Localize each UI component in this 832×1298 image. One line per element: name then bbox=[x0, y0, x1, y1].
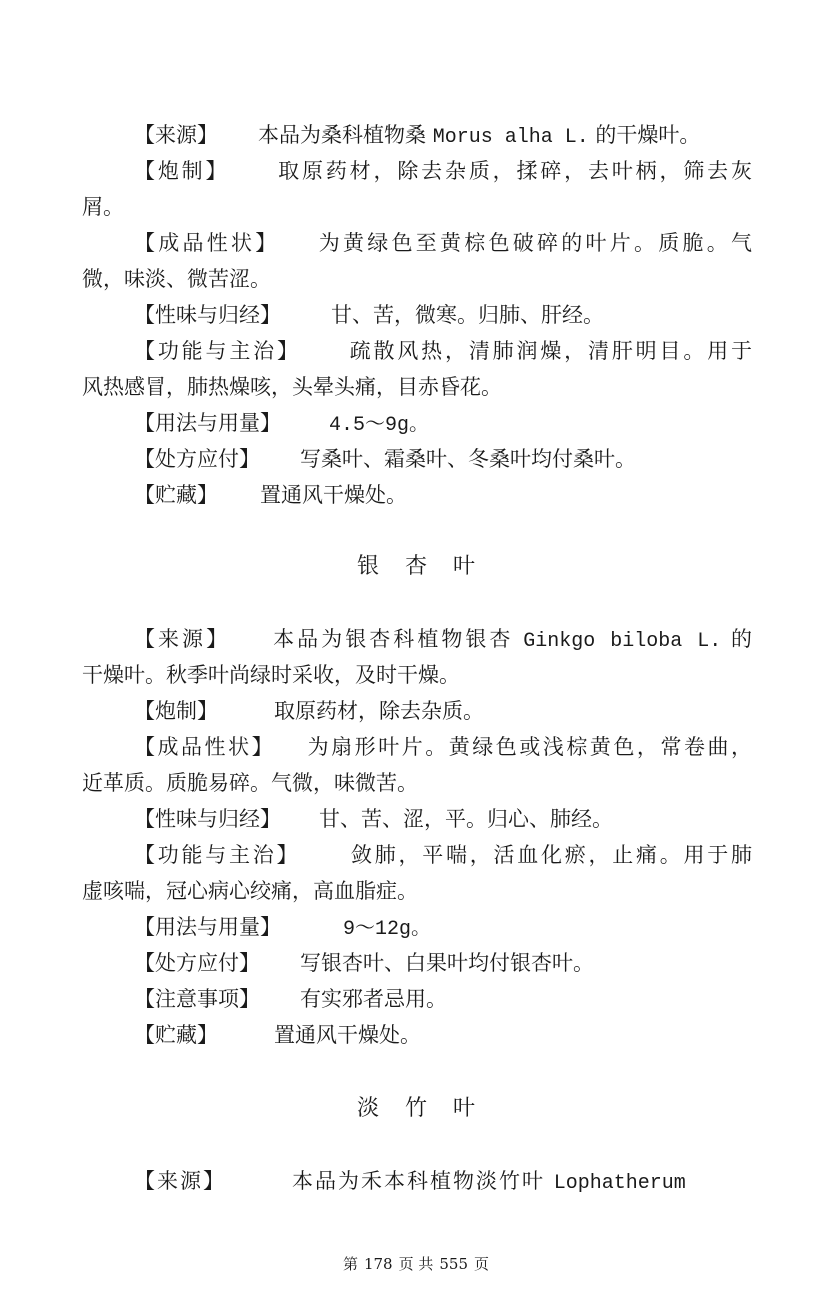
s1-process-text-cont: 屑。 bbox=[82, 195, 124, 219]
s3-source-line bbox=[134, 1166, 752, 1196]
s1-source-text-2: 的干燥叶。 bbox=[588, 123, 701, 147]
s2-character-text: 为扇形叶片。黄绿色或浅棕黄色，常卷曲， bbox=[305, 735, 752, 759]
s1-function-tag: 【功能与主治】 bbox=[134, 339, 301, 363]
footer-prefix: 第 bbox=[342, 1255, 358, 1273]
s2-source-text-2: 的 bbox=[721, 627, 752, 651]
s2-source-latin: Ginkgo biloba L. bbox=[523, 630, 722, 653]
s1-function-cont bbox=[82, 372, 752, 402]
s2-dosage-line bbox=[134, 912, 752, 942]
s1-source-line bbox=[134, 120, 752, 150]
s3-source-latin: Lophatherum bbox=[553, 1172, 686, 1195]
s1-taste-line bbox=[134, 300, 752, 330]
s2-dosage-tag: 【用法与用量】 bbox=[134, 915, 281, 939]
footer-middle: 页 共 bbox=[398, 1255, 434, 1273]
s2-dosage-text: 9～12g。 bbox=[343, 918, 432, 941]
s2-taste-tag: 【性味与归经】 bbox=[134, 807, 281, 831]
s1-function-text-cont: 风热感冒，肺热燥咳，头晕头痛，目赤昏花。 bbox=[82, 375, 502, 399]
s2-process-tag: 【炮制】 bbox=[134, 699, 218, 723]
s1-process-tag: 【炮制】 bbox=[134, 159, 230, 183]
s2-character-text-cont: 近革质。质脆易碎。气微，味微苦。 bbox=[82, 771, 418, 795]
s2-storage-line bbox=[134, 1020, 752, 1050]
s2-caution-line bbox=[134, 984, 752, 1014]
s1-character-cont bbox=[82, 264, 752, 294]
s2-prescription-line bbox=[134, 948, 752, 978]
s2-title: 银杏叶 bbox=[356, 554, 501, 579]
s2-taste-text: 甘、苦、涩，平。归心、肺经。 bbox=[319, 807, 613, 831]
s2-function-text: 敛肺，平喘，活血化瘀，止痛。用于肺 bbox=[348, 843, 752, 867]
s2-process-text: 取原药材，除去杂质。 bbox=[274, 699, 484, 723]
s1-prescription-text: 写桑叶、霜桑叶、冬桑叶均付桑叶。 bbox=[300, 447, 636, 471]
s1-source-text: 本品为桑科植物桑 bbox=[258, 123, 433, 147]
s2-source-line bbox=[134, 624, 752, 654]
s3-source-tag: 【来源】 bbox=[134, 1169, 226, 1193]
s2-character-line bbox=[134, 732, 752, 762]
s2-prescription-text: 写银杏叶、白果叶均付银杏叶。 bbox=[300, 951, 594, 975]
s2-character-cont bbox=[82, 768, 752, 798]
s2-process-line bbox=[134, 696, 752, 726]
s3-source-text: 本品为禾本科植物淡竹叶 bbox=[292, 1169, 554, 1193]
s1-function-text: 疏散风热，清肺润燥，清肝明目。用于 bbox=[346, 339, 752, 363]
s1-process-cont bbox=[82, 192, 752, 222]
s2-storage-tag: 【贮藏】 bbox=[134, 1023, 218, 1047]
s2-function-text-cont: 虚咳喘，冠心病心绞痛，高血脂症。 bbox=[82, 879, 418, 903]
s3-title: 淡竹叶 bbox=[356, 1096, 501, 1121]
s2-function-cont bbox=[82, 876, 752, 906]
s1-process-text: 取原药材，除去杂质，揉碎，去叶柄，筛去灰 bbox=[275, 159, 752, 183]
s1-storage-tag: 【贮藏】 bbox=[134, 483, 218, 507]
s1-source-latin: Morus alha L. bbox=[432, 126, 589, 149]
s1-prescription-line bbox=[134, 444, 752, 474]
s2-caution-tag: 【注意事项】 bbox=[134, 987, 260, 1011]
page-footer bbox=[0, 1254, 832, 1274]
s1-storage-line bbox=[134, 480, 752, 510]
s2-function-tag: 【功能与主治】 bbox=[134, 843, 301, 867]
s2-source-text-cont: 干燥叶。秋季叶尚绿时采收，及时干燥。 bbox=[82, 663, 460, 687]
s1-character-line bbox=[134, 228, 752, 258]
s2-source-text: 本品为银杏科植物银杏 bbox=[270, 627, 524, 651]
s2-taste-line bbox=[134, 804, 752, 834]
s2-storage-text: 置通风干燥处。 bbox=[274, 1023, 421, 1047]
footer-suffix: 页 bbox=[474, 1255, 490, 1273]
s2-prescription-tag: 【处方应付】 bbox=[134, 951, 260, 975]
s2-source-tag: 【来源】 bbox=[134, 627, 231, 651]
s2-character-tag: 【成品性状】 bbox=[134, 735, 276, 759]
s1-dosage-line bbox=[134, 408, 752, 438]
s1-character-text: 为黄绿色至黄棕色破碎的叶片。质脆。气 bbox=[315, 231, 752, 255]
s2-function-line bbox=[134, 840, 752, 870]
s1-taste-text: 甘、苦，微寒。归肺、肝经。 bbox=[331, 303, 604, 327]
s2-source-cont bbox=[82, 660, 752, 690]
footer-total-pages: 555 bbox=[439, 1255, 469, 1273]
s1-taste-tag: 【性味与归经】 bbox=[134, 303, 281, 327]
s1-function-line bbox=[134, 336, 752, 366]
s1-character-text-cont: 微，味淡、微苦涩。 bbox=[82, 267, 271, 291]
s1-process-line bbox=[134, 156, 752, 186]
s1-character-tag: 【成品性状】 bbox=[134, 231, 280, 255]
s1-source-tag: 【来源】 bbox=[134, 123, 218, 147]
s2-caution-text: 有实邪者忌用。 bbox=[300, 987, 447, 1011]
s1-dosage-tag: 【用法与用量】 bbox=[134, 411, 281, 435]
s1-prescription-tag: 【处方应付】 bbox=[134, 447, 260, 471]
s1-dosage-text: 4.5～9g。 bbox=[329, 414, 430, 437]
s1-storage-text: 置通风干燥处。 bbox=[260, 483, 407, 507]
footer-page-number: 178 bbox=[363, 1255, 393, 1273]
